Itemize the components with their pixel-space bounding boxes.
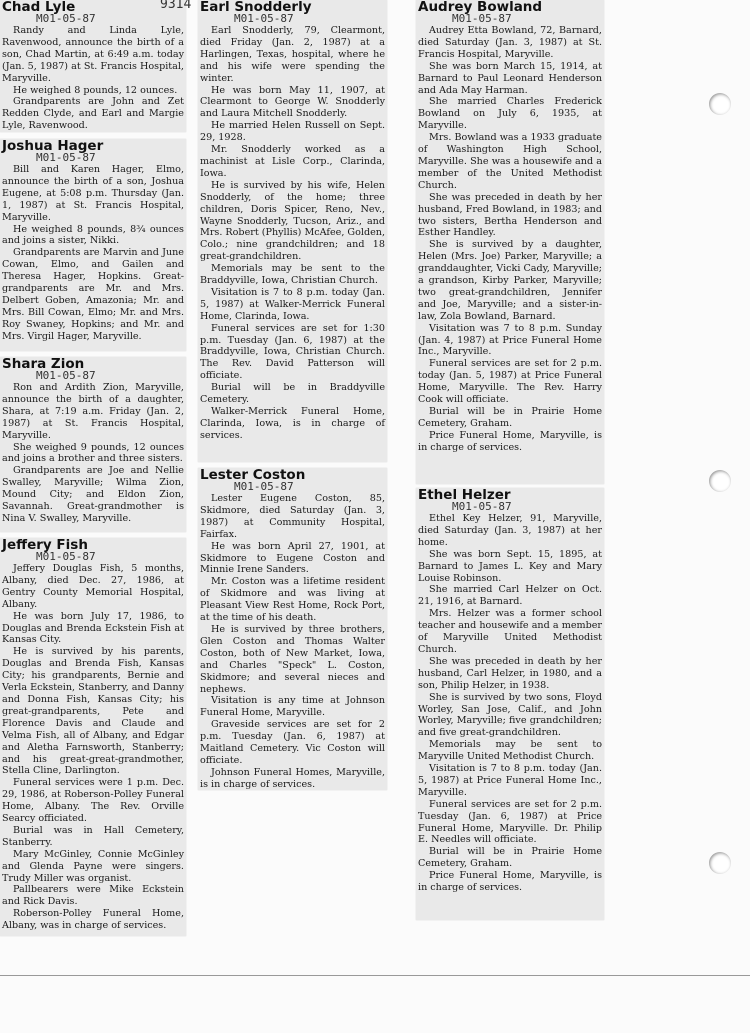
punch-hole — [709, 852, 731, 874]
paragraph: Audrey Etta Bowland, 72, Barnard, died Saturday (Jan. 3, 1987) at St. Francis Hospital, Maryville. — [418, 25, 602, 60]
paragraph: Visitation is 7 to 8 p.m. today (Jan. 5, 1987) at Walker-Merrick Funeral Home, Clarinda, Iowa. — [200, 286, 385, 322]
paragraph: He married Helen Russell on Sept. 29, 1928. — [200, 120, 385, 144]
paragraph: She was preceded in death by her husband, Carl Helzer, in 1980, and a son, Philip Helzer, in 1938. — [418, 655, 602, 691]
paragraph: He is survived by his wife, Helen Snodderly, of the home; three children, Doris Spicer, Reno, Nev., Wayne Snodderly, Tucson, Ariz., and Mrs. Robert (Phyllis) McAfee, Golden, Colo.; nine grandchildren; and 18 great-grandchildren. — [200, 179, 385, 263]
paragraph: Mr. Snodderly worked as a machinist at Lisle Corp., Clarinda, Iowa. — [200, 144, 385, 179]
handwritten-date: M01-05-87 — [36, 550, 96, 563]
paragraph: Pallbearers were Mike Eckstein and Rick Davis. — [2, 884, 184, 908]
handwritten-date: M01-05-87 — [452, 500, 512, 513]
clipping-jeffery-fish — [0, 538, 186, 936]
paragraph: Ron and Ardith Zion, Maryville, announce the birth of a daughter, Shara, at 7:19 a.m. Friday (Jan. 2, 1987) at St. Francis Hospital, Maryville. — [2, 382, 184, 441]
paragraph: Visitation is any time at Johnson Funeral Home, Maryville. — [200, 695, 385, 719]
handwritten-date: M01-05-87 — [234, 480, 294, 493]
paragraph: Lester Eugene Coston, 85, Skidmore, died Saturday (Jan. 3, 1987) at Community Hospital, Fairfax. — [200, 493, 385, 540]
headline: Joshua Hager — [2, 138, 104, 154]
paragraph: He weighed 8 pounds, 12 ounces. — [13, 84, 178, 96]
clipping-ethel-helzer — [416, 488, 604, 920]
page-tag: 9314 — [160, 0, 192, 12]
paragraph: She married Carl Helzer on Oct. 21, 1916, at Barnard. — [418, 584, 602, 608]
clipping-chad-lyle — [0, 0, 192, 132]
paragraph: Mrs. Helzer was a former school teacher and housewife and a member of Maryville United Methodist Church. — [418, 608, 602, 655]
paragraph: He was born May 11, 1907, at Clearmont to George W. Snodderly and Laura Mitchell Snodderly. — [200, 84, 385, 120]
headline: Jeffery Fish — [2, 537, 88, 553]
paragraph: Mary McGinley, Connie McGinley and Glenda Payne were singers. Trudy Miller was organist. — [2, 848, 184, 884]
paragraph: Burial will be in Braddyville Cemetery. — [200, 382, 385, 406]
paragraph: He is survived by his parents, Douglas and Brenda Fish, Kansas City; his grandparents, Bernie and Verla Eckstein, Stanberry, and Danny and Donna Fish, Kansas City; his great-grandparents, Pete and Florence Davis and Claude and Velma Fish, all of Albany, and Edgar and Aletha Farnsworth, Stanberry; and his great-great-grandmother, Stella Cline, Darlington. — [2, 646, 184, 777]
headline: Earl Snodderly — [200, 0, 312, 15]
paragraph: Johnson Funeral Homes, Maryville, is in charge of services. — [200, 766, 385, 790]
paragraph: Funeral services are set for 2 p.m. today (Jan. 5, 1987) at Price Funeral Home, Maryville. The Rev. Harry Cook will officiate. — [418, 358, 602, 406]
paragraph: Jeffery Douglas Fish, 5 months, Albany, died Dec. 27, 1986, at Gentry County Memorial Hospital, Albany. — [2, 563, 184, 610]
paragraph: He is survived by three brothers, Glen Coston and Thomas Walter Coston, both of New Market, Iowa, and Charles "Speck" L. Coston, Skidmore; and several nieces and nephews. — [200, 623, 385, 695]
paragraph: Walker-Merrick Funeral Home, Clarinda, Iowa, is in charge of services. — [200, 406, 385, 441]
paragraph: She was preceded in death by her husband, Fred Bowland, in 1983; and two sisters, Bertha Henderson and Esther Handley. — [418, 191, 602, 239]
paragraph: Grandparents are Joe and Nellie Swalley, Maryville; Wilma Zion, Mound City; and Eldon Zion, Savannah. Great-grandmother is Nina V. Swalley, Maryville. — [2, 465, 184, 524]
paragraph: She is survived by two sons, Floyd Worley, San Jose, Calif., and John Worley, Maryville; five grandchildren; and five great-grandchildren. — [418, 691, 602, 739]
clipping-earl-snodderly — [198, 0, 387, 462]
paragraph: Memorials may be sent to the Braddyville, Iowa, Christian Church. — [200, 263, 385, 287]
paragraph: She weighed 9 pounds, 12 ounces and joins a brother and three sisters. — [2, 441, 184, 465]
clipping-joshua-hager — [0, 139, 186, 351]
paragraph: Grandparents are Marvin and June Cowan, Elmo, and Gailen and Theresa Hager, Hopkins. Great-grandparents are Mr. and Mrs. Delbert Goben, Amazonia; Mr. and Mrs. Bill Cowan, Elmo; Mr. and Mrs. Roy Swaney, Hopkins; and Mr. and Mrs. Virgil Hager, Maryville. — [2, 247, 184, 342]
paragraph: Burial was in Hall Cemetery, Stanberry. — [2, 824, 184, 848]
headline: Ethel Helzer — [418, 487, 511, 503]
punch-hole — [709, 470, 731, 492]
paragraph: He was born April 27, 1901, at Skidmore to Eugene Coston and Minnie Irene Sanders. — [200, 540, 385, 576]
paragraph: Roberson-Polley Funeral Home, Albany, was in charge of services. — [2, 908, 184, 932]
paragraph: Visitation was 7 to 8 p.m. Sunday (Jan. 4, 1987) at Price Funeral Home Inc., Maryville. — [418, 322, 602, 358]
paragraph: Randy and Linda Lyle, Ravenwood, announce the birth of a son, Chad Martin, at 6:49 a.m. today (Jan. 5, 1987) at St. Francis Hospital, Maryville. — [2, 25, 184, 84]
paragraph: Memorials may be sent to Maryville United Methodist Church. — [418, 739, 602, 763]
paragraph: Ethel Key Helzer, 91, Maryville, died Saturday (Jan. 3, 1987) at her home. — [418, 513, 602, 548]
paragraph: She married Charles Frederick Bowland on July 6, 1935, at Maryville. — [418, 96, 602, 132]
headline: Chad Lyle — [2, 0, 76, 15]
paragraph: Bill and Karen Hager, Elmo, announce the birth of a son, Joshua Eugene, at 5:08 p.m. Thursday (Jan. 1, 1987) at St. Francis Hospital, Maryville. — [2, 164, 184, 223]
headline: Shara Zion — [2, 356, 85, 372]
paragraph: Funeral services are set for 2 p.m. Tuesday (Jan. 6, 1987) at Price Funeral Home, Maryville. Dr. Philip E. Needles will officiate. — [418, 798, 602, 846]
headline: Audrey Bowland — [418, 0, 543, 15]
paragraph: Visitation is 7 to 8 p.m. today (Jan. 5, 1987) at Price Funeral Home Inc., Maryville. — [418, 763, 602, 798]
paragraph: She is survived by a daughter, Helen (Mrs. Joe) Parker, Maryville; a granddaughter, Vicki Cady, Maryville; a grandson, Kirby Parker, Maryville; two great-grandchildren, Jennifer and Joe, Maryville; and a sister-in-law, Zola Bowland, Barnard. — [418, 239, 602, 322]
handwritten-date: M01-05-87 — [452, 12, 512, 25]
clipping-shara-zion — [0, 357, 186, 532]
paragraph: Grandparents are John and Zet Redden Clyde, and Earl and Margie Lyle, Ravenwood. — [2, 96, 184, 132]
handwritten-date: M01-05-87 — [36, 151, 96, 164]
clipping-audrey-bowland — [416, 0, 604, 484]
scan-bed-edge — [0, 975, 750, 976]
handwritten-date: M01-05-87 — [36, 12, 96, 25]
paragraph: Price Funeral Home, Maryville, is in charge of services. — [418, 429, 602, 453]
paragraph: Price Funeral Home, Maryville, is in charge of services. — [418, 870, 602, 894]
paragraph: Mr. Coston was a lifetime resident of Skidmore and was living at Pleasant View Rest Home, Rock Port, at the time of his death. — [200, 576, 385, 624]
paragraph: Burial will be in Prairie Home Cemetery, Graham. — [418, 406, 602, 429]
paragraph: He was born July 17, 1986, to Douglas and Brenda Eckstein Fish at Kansas City. — [2, 610, 184, 646]
paragraph: Mrs. Bowland was a 1933 graduate of Washington High School, Maryville. She was a housewife and a member of the United Methodist Church. — [418, 132, 602, 191]
headline: Lester Coston — [200, 467, 306, 483]
paragraph: Funeral services are set for 1:30 p.m. Tuesday (Jan. 6, 1987) at the Braddyville, Iowa, Christian Church. The Rev. David Patterson will officiate. — [200, 322, 385, 382]
paragraph: Earl Snodderly, 79, Clearmont, died Friday (Jan. 2, 1987) at a Harlingen, Texas, hospital, where he and his wife were spending the winter. — [200, 25, 385, 84]
paragraph: She was born March 15, 1914, at Barnard to Paul Leonard Henderson and Ada May Harman. — [418, 60, 602, 96]
paragraph: Burial will be in Prairie Home Cemetery, Graham. — [418, 846, 602, 870]
handwritten-date: M01-05-87 — [234, 12, 294, 25]
paragraph: He weighed 8 pounds, 8¾ ounces and joins a sister, Nikki. — [2, 223, 184, 247]
clipping-lester-coston — [198, 468, 387, 790]
paragraph: Graveside services are set for 2 p.m. Tuesday (Jan. 6, 1987) at Maitland Cemetery. Vic Coston will officiate. — [200, 719, 385, 766]
punch-hole — [709, 93, 731, 115]
handwritten-date: M01-05-87 — [36, 369, 96, 382]
paragraph: She was born Sept. 15, 1895, at Barnard to James L. Key and Mary Louise Robinson. — [418, 548, 602, 584]
paragraph: Funeral services were 1 p.m. Dec. 29, 1986, at Roberson-Polley Funeral Home, Albany. The Rev. Orville Searcy officiated. — [2, 777, 184, 825]
